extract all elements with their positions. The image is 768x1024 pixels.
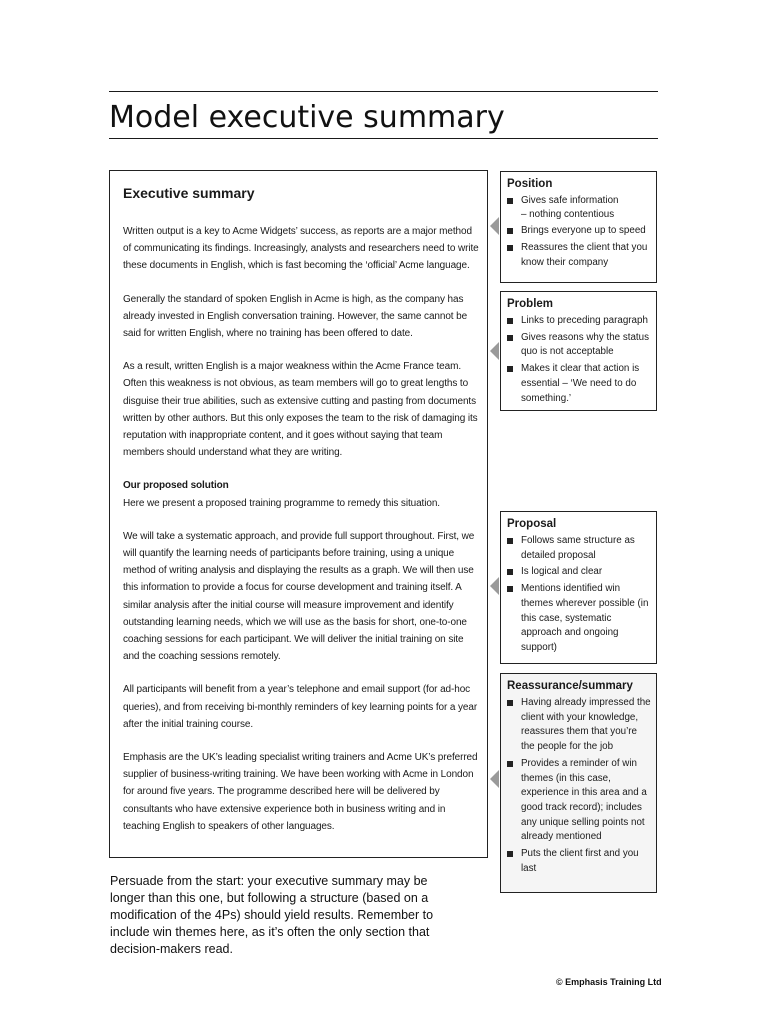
summary-paragraph: As a result, written English is a major weakness within the Acme France team. Often this weakness is not obvious, as team members will go to great lengths to disguise their true abilities, such as extensive cutting and pasting from documents written by other authors. But this only exposes the team to the risk of damaging its reputation with inappropriate content, and it goes without saying that team members should understand what they are writing.: [123, 361, 478, 459]
reassurance-note: [500, 673, 657, 893]
square-bullet-icon: [507, 538, 513, 544]
note-subitem: – nothing contentious: [521, 208, 615, 220]
square-bullet-icon: [507, 245, 513, 251]
summary-paragraph: Written output is a key to Acme Widgets’ success, as reports are a major method of communicating its findings. Increasingly, analysts and researchers need to write these documents in English, which is fast becoming the ‘official’ Acme language.: [123, 226, 479, 272]
copyright: © Emphasis Training Ltd: [556, 977, 662, 987]
square-bullet-icon: [507, 335, 513, 341]
executive-summary-box: [109, 170, 488, 858]
pointer-arrow-icon: [490, 770, 499, 788]
caption: Persuade from the start: your executive summary may be longer than this one, but following a structure (based on a modification of the 4Ps) should yield results. Remember to include win themes here, as it’s often the only section that decision-makers read.: [110, 874, 434, 956]
page-title: Model executive summary: [109, 100, 505, 135]
square-bullet-icon: [507, 700, 513, 706]
position-note: [500, 171, 657, 283]
note-item: Reassures the client that you know their company: [507, 241, 652, 270]
note-item: Is logical and clear: [507, 565, 652, 580]
note-item: Provides a reminder of win themes (in this case, experience in this area and a good track record); includes any unique selling points not already mentioned: [507, 757, 652, 845]
square-bullet-icon: [507, 366, 513, 372]
problem-note: [500, 291, 657, 411]
summary-heading: Executive summary: [123, 185, 255, 201]
square-bullet-icon: [507, 586, 513, 592]
note-item: Makes it clear that action is essential – ‘We need to do something.’: [507, 362, 652, 406]
square-bullet-icon: [507, 851, 513, 857]
reassurance-heading: Reassurance/summary: [507, 680, 633, 692]
problem-heading: Problem: [507, 298, 554, 310]
pointer-arrow-icon: [490, 217, 499, 235]
title-underline: [109, 138, 658, 139]
summary-paragraph: Generally the standard of spoken English in Acme is high, as the company has already invested in English conversation training. However, the same cannot be said for written English, where no training has been offered to date.: [123, 293, 468, 340]
square-bullet-icon: [507, 761, 513, 767]
note-item: Mentions identified win themes wherever possible (in this case, systematic approach and ongoing support): [507, 582, 652, 656]
proposal-heading: Proposal: [507, 518, 557, 530]
note-item: Links to preceding paragraph: [507, 314, 652, 329]
solution-subheading: Our proposed solution: [123, 480, 229, 492]
pointer-arrow-icon: [490, 342, 499, 360]
note-item: Having already impressed the client with your knowledge, reassures them that you’re the people for the job: [507, 696, 652, 755]
square-bullet-icon: [507, 228, 513, 234]
note-item: Brings everyone up to speed: [507, 224, 652, 239]
square-bullet-icon: [507, 569, 513, 575]
top-rule: [109, 91, 658, 92]
square-bullet-icon: [507, 318, 513, 324]
position-heading: Position: [507, 178, 553, 190]
pointer-arrow-icon: [490, 577, 499, 595]
proposal-note: [500, 511, 657, 664]
square-bullet-icon: [507, 198, 513, 204]
summary-paragraph: All participants will benefit from a year’s telephone and email support (for ad-hoc queries), and from receiving bi-monthly reminders of key learning points for a year after the initial training course.: [123, 684, 478, 730]
note-item: Gives safe information: [507, 194, 652, 209]
note-item: Puts the client first and you last: [507, 847, 652, 876]
summary-paragraph: Emphasis are the UK’s leading specialist writing trainers and Acme UK’s preferred supplier of business-writing training. We have been working with Acme in London for around five years. The programme described here will be delivered by consultants who have extensive experience both in business writing and in teaching English to speakers of other languages.: [123, 752, 478, 832]
summary-paragraph: We will take a systematic approach, and provide full support throughout. First, we will quantify the learning needs of participants before training, using a unique method of writing analysis and displaying the results as a graph. We will then use this information to provide a focus for course development and training itself. A similar analysis after the initial course will measure improvement and identify outstanding learning needs, which we will use as the basis for short, one-to-one coaching sessions for each participant. We will deliver the initial training on site and the coaching sessions remotely.: [123, 530, 475, 663]
note-item: Gives reasons why the status quo is not acceptable: [507, 331, 652, 360]
note-item: Follows same structure as detailed proposal: [507, 534, 652, 563]
solution-intro: Here we present a proposed training programme to remedy this situation.: [123, 497, 440, 509]
